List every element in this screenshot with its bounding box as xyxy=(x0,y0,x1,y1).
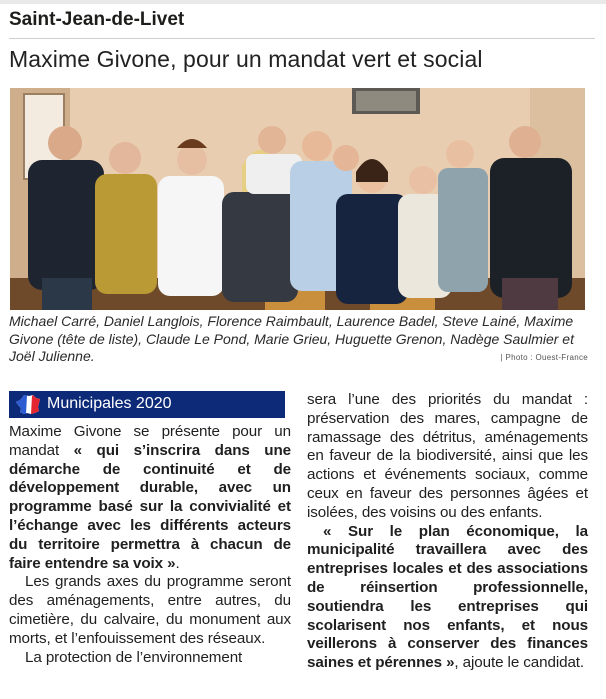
right-column xyxy=(307,391,588,673)
paragraph xyxy=(9,423,291,573)
paragraph: sera l’une des priorités du mandat : préservation des mares, campagne de ramassage des détritus, aménagements en faveur de la biodiversité, ainsi que les actions et événements sociaux, comme ceux en faveur des personnes âgées et isolées, des voisins ou des enfants. xyxy=(307,391,588,521)
paragraph-text: , ajoute le candidat. xyxy=(454,654,585,672)
photo-caption: Michael Carré, Daniel Langlois, Florence Raimbault, Laurence Badel, Steve Lainé, Maxime Givone (tête de liste), Claude Le Pond, Marie Grieu, Huguette Grenon, Nadège Saulmier et Joël Julienne. xyxy=(9,313,574,364)
left-column xyxy=(9,423,291,667)
headline: Maxime Givone, pour un mandat vert et social xyxy=(9,46,483,72)
locality-title: Saint-Jean-de-Livet xyxy=(9,9,185,30)
quote-text: « Sur le plan économique, la municipalité travaillera avec des entreprises locales et des associations de réinsertion professionnelle, soutiendra les entreprises qui scolarisent nos enfants, et nous veillerons à conserver des finances saines et pérennes » xyxy=(307,522,588,672)
paragraph-text: . xyxy=(175,554,180,572)
divider xyxy=(9,38,595,39)
paragraph-text: Maxime Givone se présente pour un mandat xyxy=(9,423,291,459)
france-map-icon xyxy=(14,394,42,415)
quote-text: « qui s’inscrira dans une démarche de continuité et de développement durable, avec un programme basé sur la convivialité et l’échange avec les différents acteurs du territoire permettra à chacun de faire entendre sa voix » xyxy=(9,441,291,572)
photo-credit: | Photo : Ouest-France xyxy=(500,353,588,362)
paragraph: La protection de l’environnement xyxy=(25,648,243,666)
top-bar xyxy=(0,0,606,4)
paragraph xyxy=(307,523,588,673)
section-badge-label: Municipales 2020 xyxy=(47,395,172,412)
group-photo xyxy=(10,88,585,310)
section-badge xyxy=(9,391,285,418)
paragraph: Les grands axes du programme seront des aménagements, entre autres, du cimetière, du calvaire, du monument aux morts, et l’enfouissement des réseaux. xyxy=(9,573,291,647)
